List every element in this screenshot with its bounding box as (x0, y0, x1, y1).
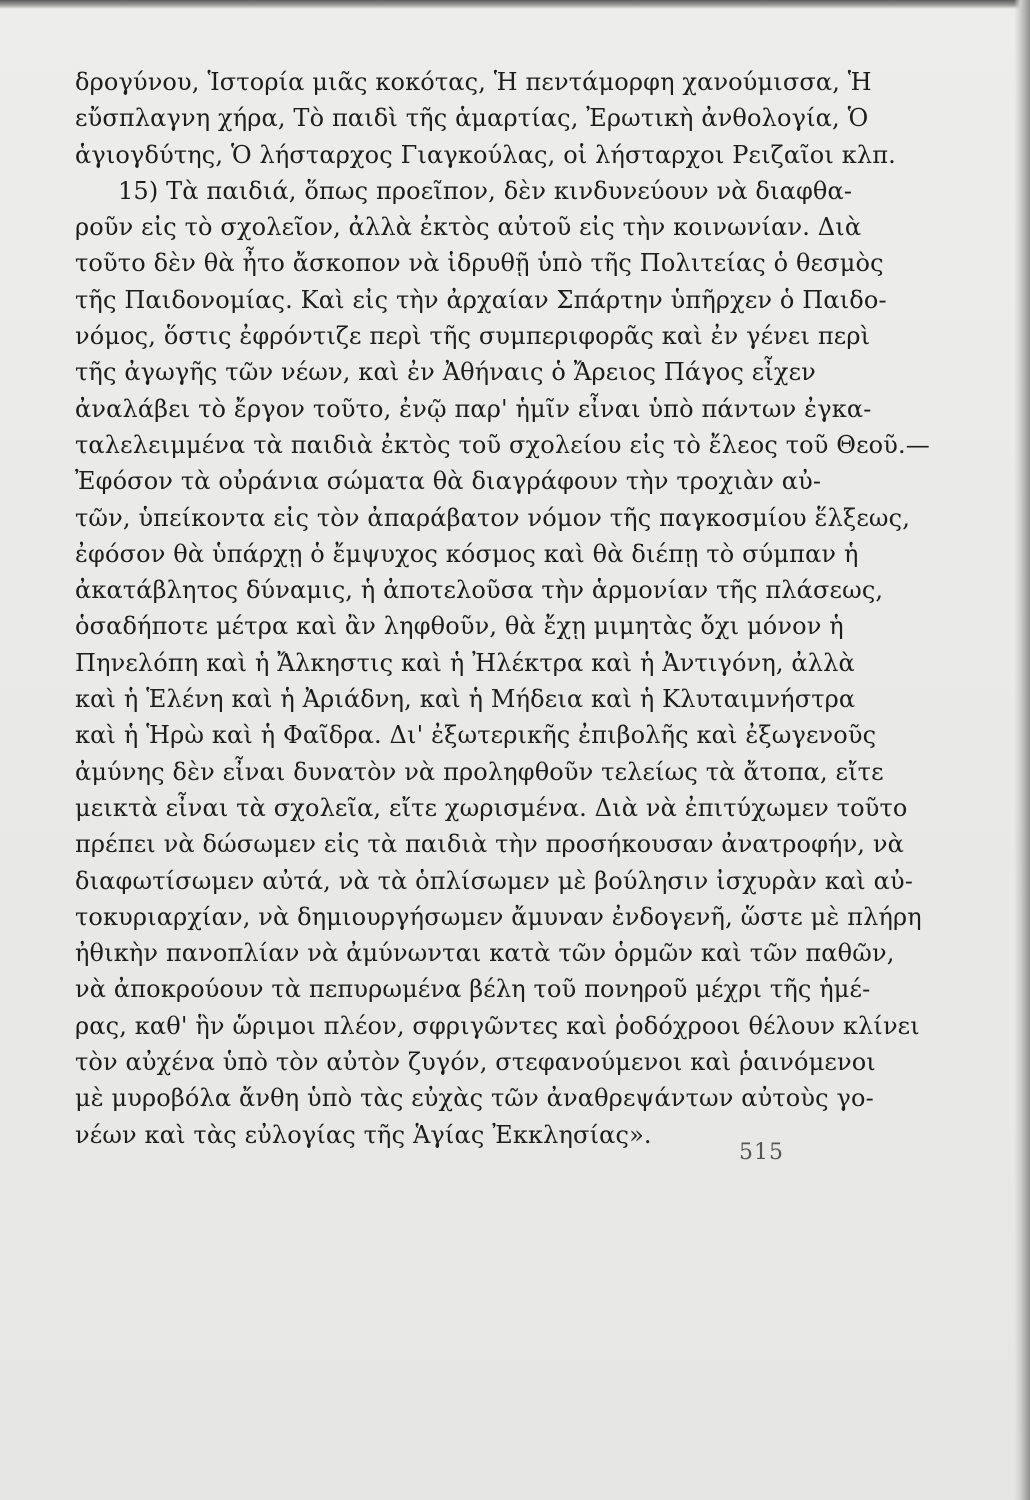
text-line: ρας, καθ' ἣν ὥριμοι πλέον, σφριγῶντες καὶ ῥοδόχροοι θέλουν κλίνει (75, 1011, 920, 1040)
text-line: Ἐφόσον τὰ οὐράνια σώματα θὰ διαγράφουν τὴν τροχιὰν αὐ- (75, 467, 822, 496)
text-line: ροῦν εἰς τὸ σχολεῖον, ἀλλὰ ἐκτὸς αὐτοῦ εἰς τὴν κοινωνίαν. Διὰ (75, 213, 862, 242)
text-line: τοκυριαρχίαν, νὰ δημιουργήσωμεν ἄμυναν ἐνδογενῆ, ὥστε μὲ πλήρη (75, 902, 922, 931)
text-line: τοῦτο δὲν θὰ ἦτο ἄσκοπον νὰ ἱδρυθῇ ὑπὸ τῆς Πολιτείας ὁ θεσμὸς (75, 249, 884, 278)
text-line: μεικτὰ εἶναι τὰ σχολεῖα, εἴτε χωρισμένα. Διὰ νὰ ἐπιτύχωμεν τοῦτο (75, 793, 908, 822)
page-top-edge (0, 0, 1030, 9)
text-line: δρογύνου, Ἱστορία μιᾶς κοκότας, Ἡ πεντάμορφη χανούμισσα, Ἡ (75, 68, 872, 96)
text-line: ὁσαδήποτε μέτρα καὶ ἂν ληφθοῦν, θὰ ἔχῃ μιμητὰς ὄχι μόνον ἡ (75, 612, 844, 641)
text-line: Πηνελόπη καὶ ἡ Ἄλκηστις καὶ ἡ Ἠλέκτρα καὶ ἡ Ἀντιγόνη, ἀλλὰ (75, 648, 855, 677)
text-line: τῆς ἀγωγῆς τῶν νέων, καὶ ἐν Ἀθήναις ὁ Ἄρειος Πάγος εἶχεν (75, 358, 816, 387)
text-line: νὰ ἀποκρούουν τὰ πεπυρωμένα βέλη τοῦ πονηροῦ μέχρι τῆς ἡμέ- (75, 975, 871, 1004)
text-line: πρέπει νὰ δώσωμεν εἰς τὰ παιδιὰ τὴν προσήκουσαν ἀνατροφήν, νὰ (75, 830, 904, 859)
text-line: ἠθικὴν πανοπλίαν νὰ ἀμύνωνται κατὰ τῶν ὁρμῶν καὶ τῶν παθῶν, (75, 939, 895, 968)
body-text (75, 64, 930, 1153)
page-right-edge (1014, 0, 1030, 1500)
text-line: μὲ μυροβόλα ἄνθη ὑπὸ τὰς εὐχὰς τῶν ἀναθρεψάντων αὐτοὺς γο- (75, 1084, 874, 1113)
text-line: νόμος, ὅστις ἐφρόντιζε περὶ τῆς συμπεριφορᾶς καὶ ἐν γένει περὶ (75, 322, 871, 351)
text-line: ταλελειμμένα τὰ παιδιὰ ἐκτὸς τοῦ σχολείου εἰς τὸ ἔλεος τοῦ Θεοῦ.— (75, 430, 930, 459)
text-line: εὔσπλαγνη χήρα, Τὸ παιδὶ τῆς ἁμαρτίας, Ἐρωτικὴ ἀνθολογία, Ὁ (75, 104, 869, 133)
text-line: 15) Τὰ παιδιά, ὅπως προεῖπον, δὲν κινδυνεύουν νὰ διαφθα- (118, 176, 853, 205)
text-line: ἀμύνης δὲν εἶναι δυνατὸν νὰ προληφθοῦν τελείως τὰ ἄτοπα, εἴτε (75, 757, 884, 786)
text-line: διαφωτίσωμεν αὐτά, νὰ τὰ ὁπλίσωμεν μὲ βούλησιν ἰσχυρὰν καὶ αὐ- (75, 866, 913, 895)
text-line-last: νέων καὶ τὰς εὐλογίας τῆς Ἁγίας Ἐκκλησίας». (75, 1120, 652, 1149)
text-line: τῆς Παιδονομίας. Καὶ εἰς τὴν ἀρχαίαν Σπάρτην ὑπῆρχεν ὁ Παιδο- (75, 285, 887, 314)
text-line: καὶ ἡ Ἡρὼ καὶ ἡ Φαῖδρα. Δι' ἐξωτερικῆς ἐπιβολῆς καὶ ἐξωγενοῦς (75, 721, 877, 750)
page-number: 515 (739, 1140, 784, 1165)
text-line: ἐφόσον θὰ ὑπάρχῃ ὁ ἔμψυχος κόσμος καὶ θὰ διέπῃ τὸ σύμπαν ἡ (75, 539, 859, 568)
text-line: τὸν αὐχένα ὑπὸ τὸν αὐτὸν ζυγόν, στεφανούμενοι καὶ ῥαινόμενοι (75, 1048, 876, 1077)
text-line: ἀναλάβει τὸ ἔργον τοῦτο, ἐνῷ παρ' ἡμῖν εἶναι ὑπὸ πάντων ἐγκα- (75, 394, 872, 423)
text-line: τῶν, ὑπείκοντα εἰς τὸν ἀπαράβατον νόμον τῆς παγκοσμίου ἕλξεως, (75, 503, 910, 532)
text-line: ἀκατάβλητος δύναμις, ἡ ἀποτελοῦσα τὴν ἁρμονίαν τῆς πλάσεως, (75, 576, 884, 605)
text-line: καὶ ἡ Ἑλένη καὶ ἡ Ἀριάδνη, καὶ ἡ Μήδεια καὶ ἡ Κλυταιμνήστρα (75, 685, 856, 714)
text-line: ἁγιογδύτης, Ὁ λήσταρχος Γιαγκούλας, οἱ λήσταρχοι Ρειζαῖοι κλπ. (75, 140, 896, 169)
